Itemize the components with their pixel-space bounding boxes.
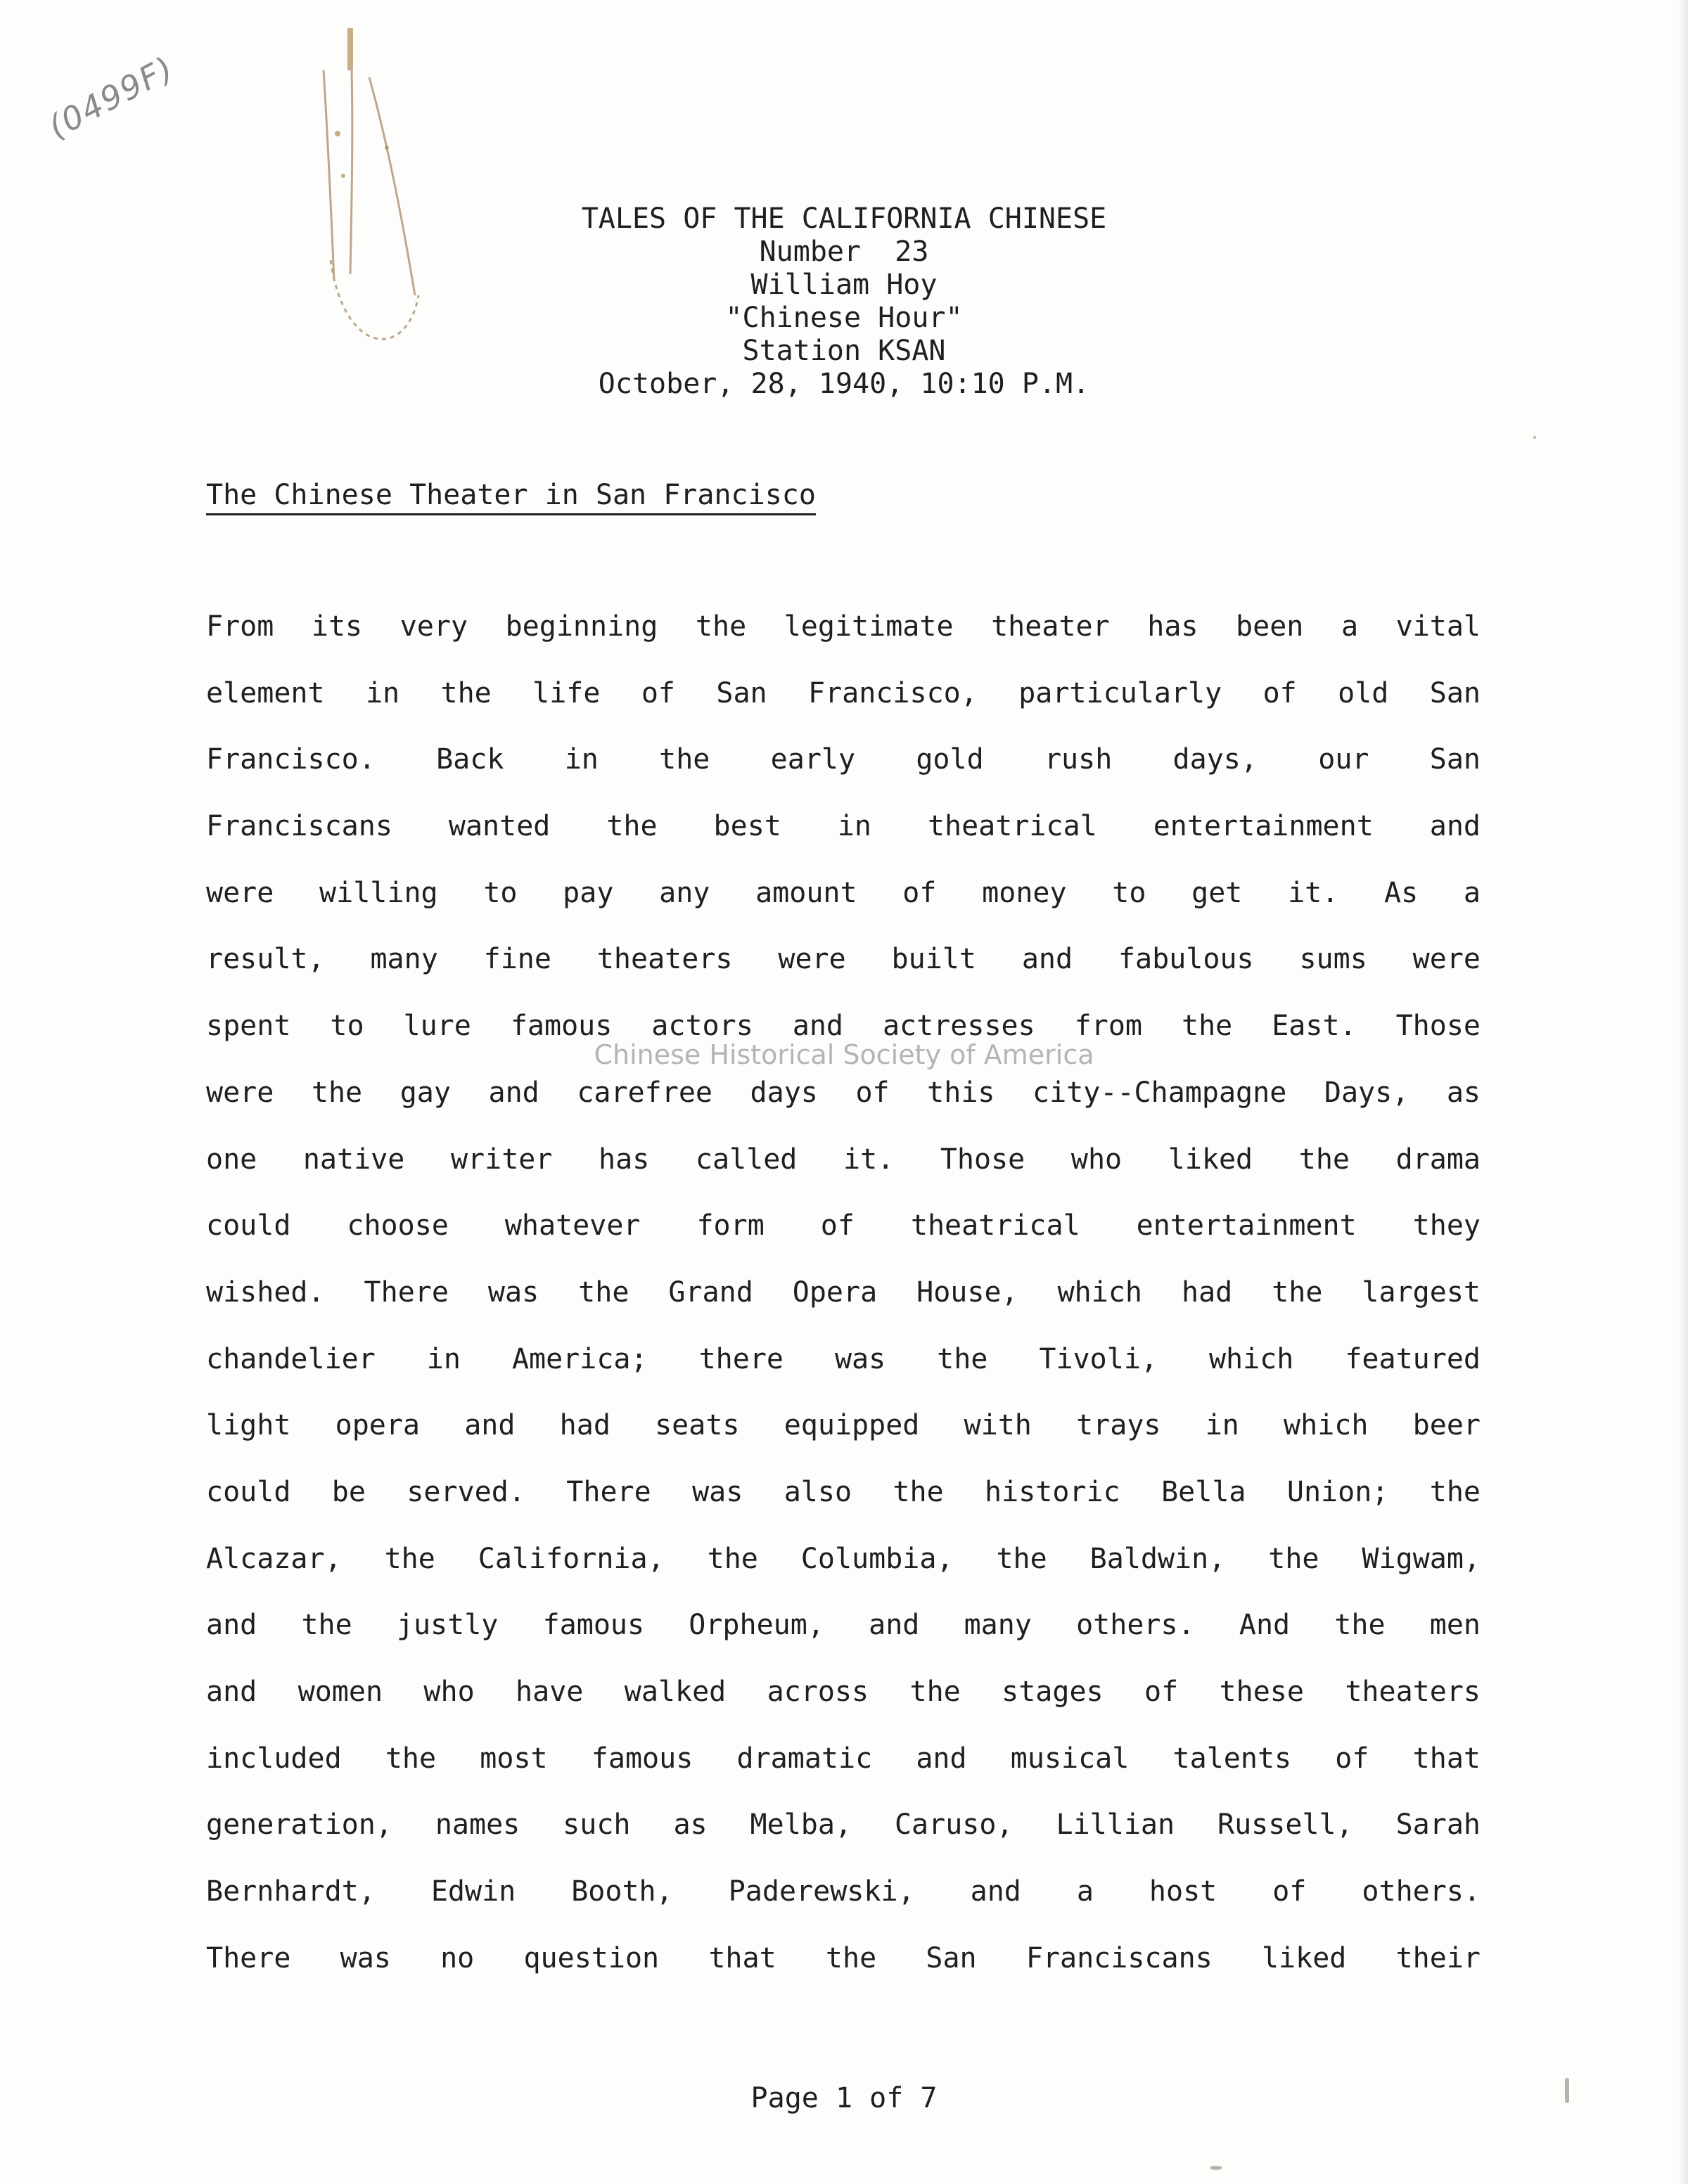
- body-line: element in the life of San Francisco, particularly of old San: [206, 676, 1481, 709]
- section-title: The Chinese Theater in San Francisco: [206, 478, 816, 515]
- header-number: Number 23: [759, 236, 929, 268]
- body-line: could be served. There was also the historic Bella Union; the: [206, 1475, 1481, 1508]
- body-line: Francisco. Back in the early gold rush days, our San: [206, 743, 1481, 776]
- body-line: Franciscans wanted the best in theatrical entertainment and: [206, 810, 1481, 843]
- body-line: generation, names such as Melba, Caruso, Lillian Russell, Sarah: [206, 1809, 1481, 1842]
- body-line: and the justly famous Orpheum, and many others. And the men: [206, 1609, 1481, 1642]
- paper-speck: [1565, 2078, 1569, 2103]
- body-line: wished. There was the Grand Opera House, which had the largest: [206, 1276, 1481, 1309]
- document-header: [0, 203, 1688, 401]
- header-station: Station KSAN: [742, 335, 946, 367]
- header-program: "Chinese Hour": [725, 302, 963, 334]
- body-line: and women who have walked across the stages of these theaters: [206, 1676, 1481, 1708]
- watermark: Chinese Historical Society of America: [594, 1039, 1094, 1070]
- body-line: From its very beginning the legitimate theater has been a vital: [206, 610, 1481, 643]
- body-line: There was no question that the San Franciscans liked their: [206, 1941, 1481, 1974]
- body-line: spent to lure famous actors and actresses from the East. Those: [206, 1010, 1481, 1043]
- body-line: result, many fine theaters were built and fabulous sums were: [206, 943, 1481, 976]
- body-line: Bernhardt, Edwin Booth, Paderewski, and a host of others.: [206, 1875, 1481, 1908]
- body-text: [206, 609, 1481, 2007]
- body-line: included the most famous dramatic and musical talents of that: [206, 1742, 1481, 1775]
- body-line: Alcazar, the California, the Columbia, the Baldwin, the Wigwam,: [206, 1542, 1481, 1575]
- paper-speck: [1533, 436, 1536, 439]
- body-line: one native writer has called it. Those who liked the drama: [206, 1143, 1481, 1176]
- body-line: could choose whatever form of theatrical entertainment they: [206, 1209, 1481, 1242]
- header-date: October, 28, 1940, 10:10 P.M.: [598, 368, 1090, 400]
- body-line: were the gay and carefree days of this city--Champagne Days, as: [206, 1076, 1481, 1109]
- archive-handwritten-mark: (0499F): [42, 49, 181, 146]
- body-line: chandelier in America; there was the Tivoli, which featured: [206, 1342, 1481, 1375]
- header-title: TALES OF THE CALIFORNIA CHINESE: [581, 203, 1107, 235]
- page-footer: Page 1 of 7: [750, 2082, 938, 2114]
- header-author: William Hoy: [750, 269, 938, 301]
- body-line: light opera and had seats equipped with trays in which beer: [206, 1409, 1481, 1442]
- paper-speck: [1210, 2166, 1222, 2170]
- body-line: were willing to pay any amount of money to get it. As a: [206, 876, 1481, 909]
